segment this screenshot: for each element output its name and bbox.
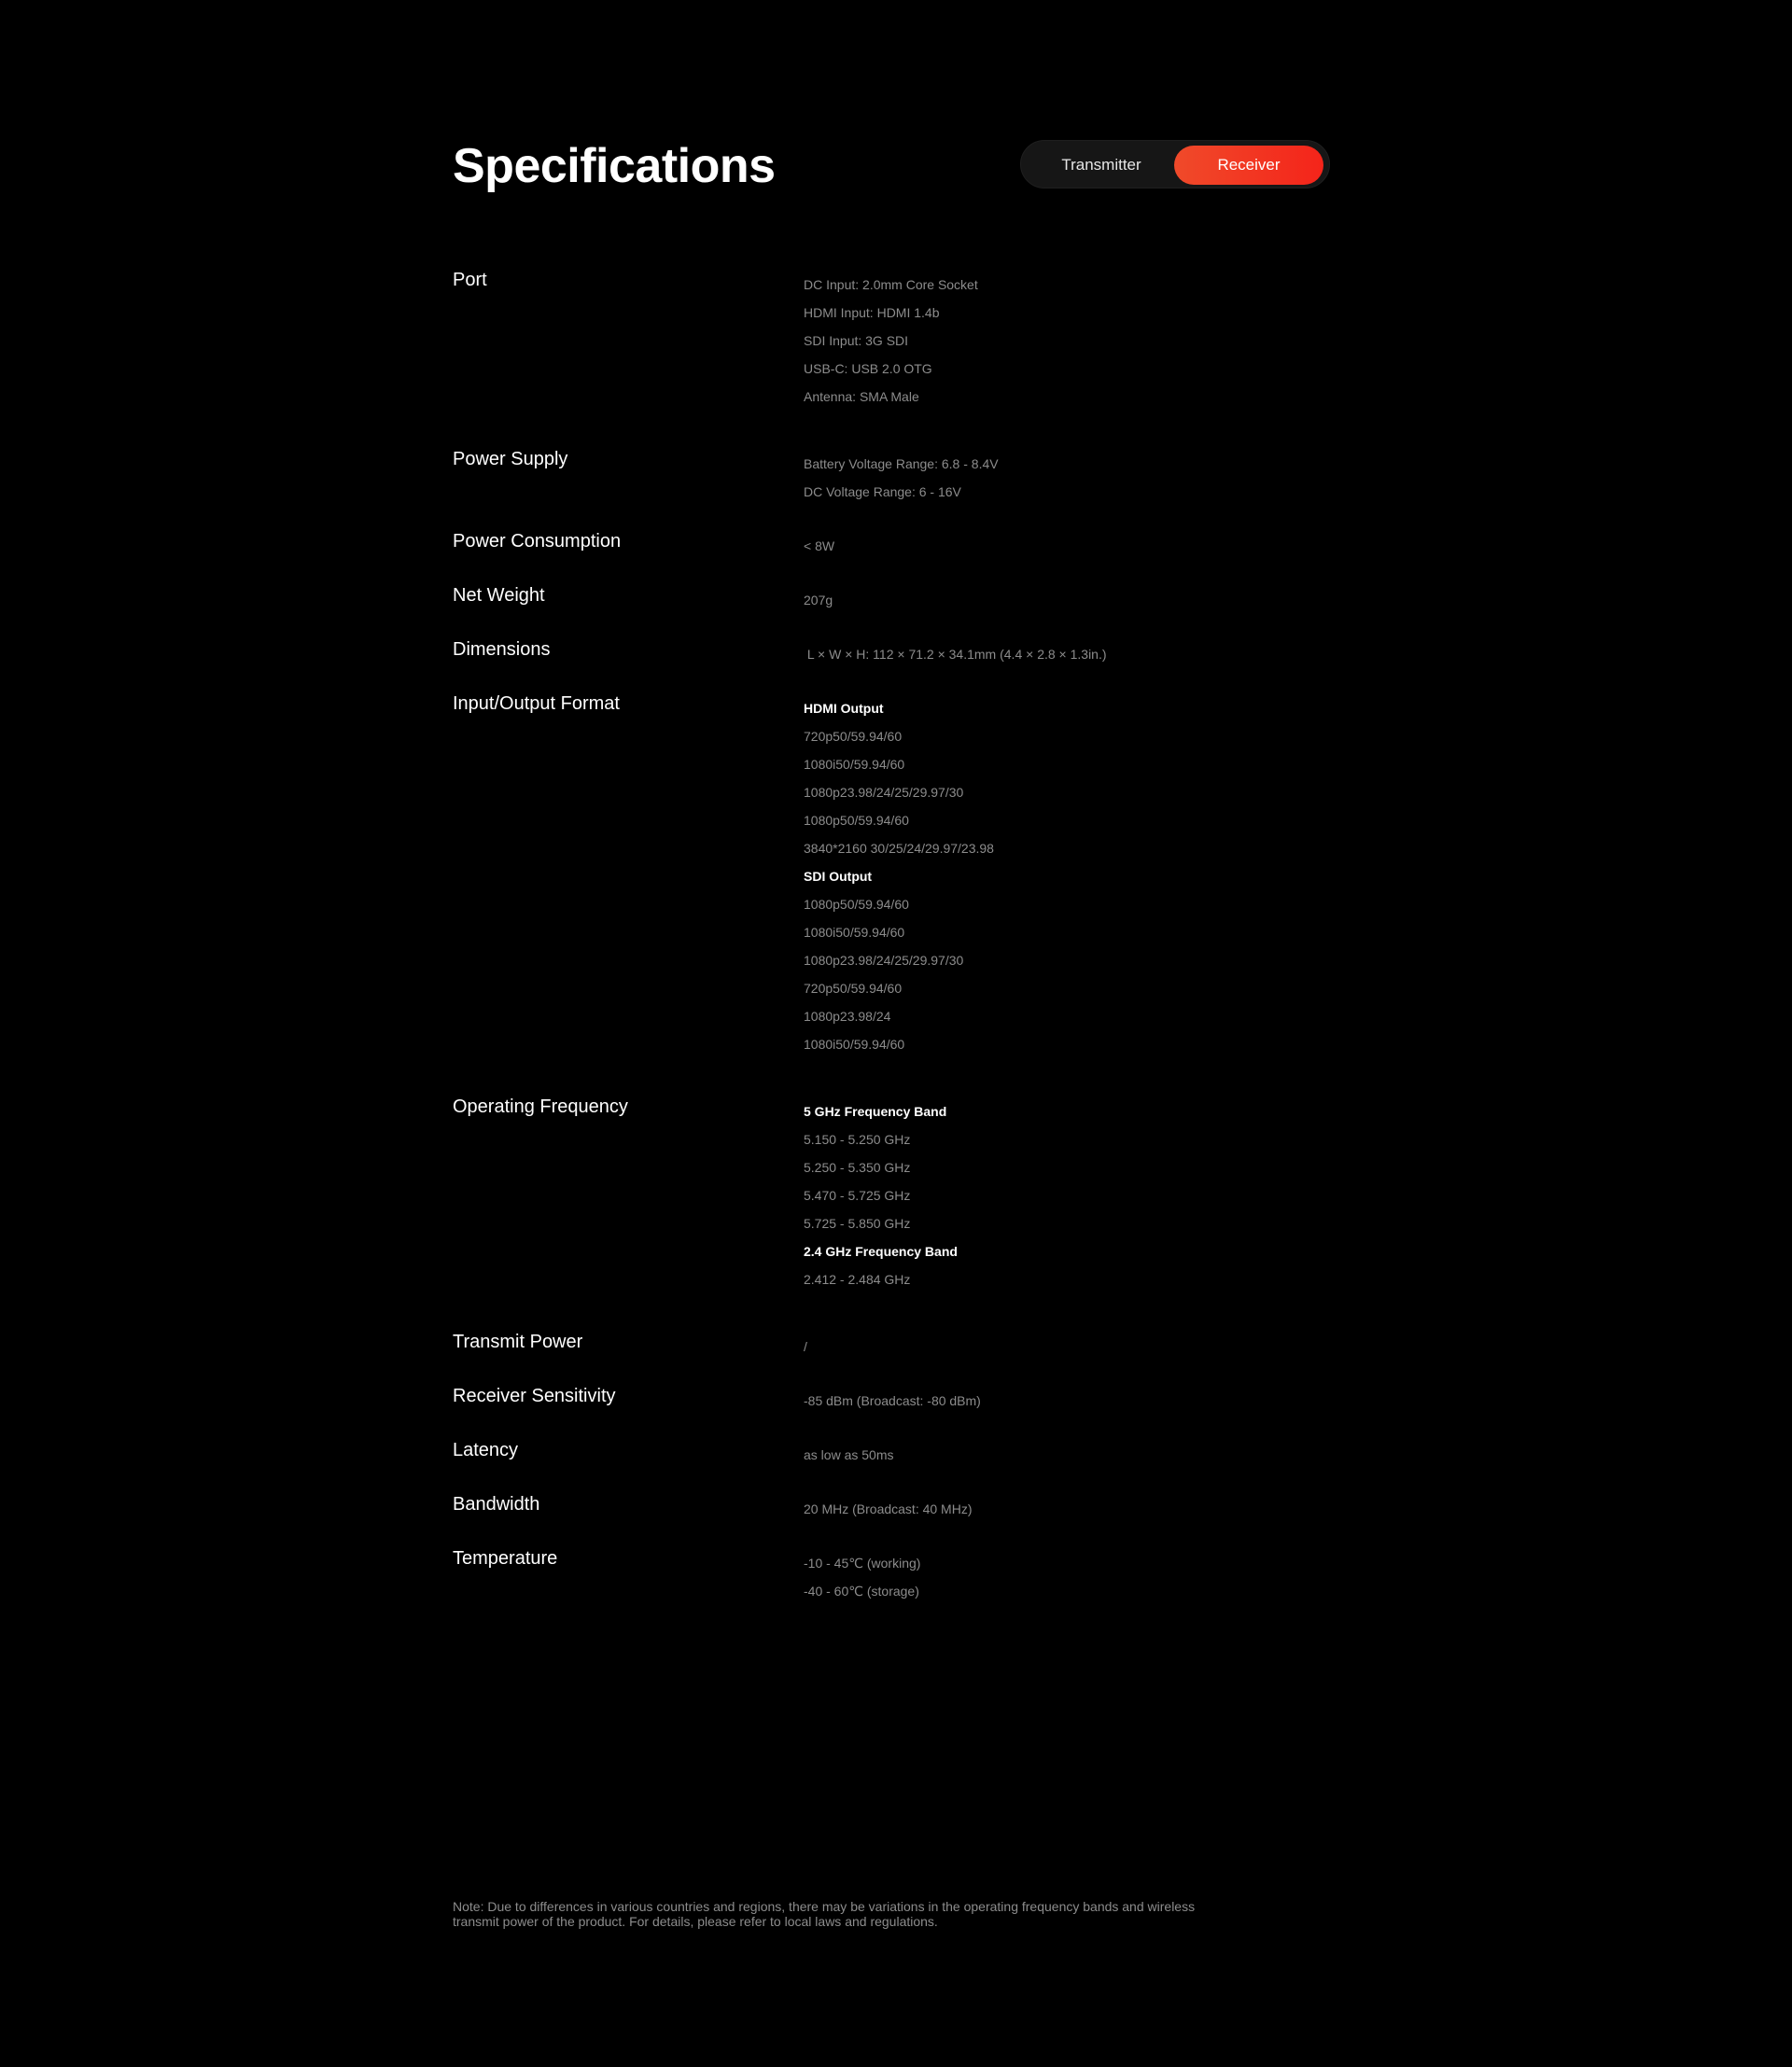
spec-value: DC Voltage Range: 6 - 16V bbox=[804, 484, 961, 499]
spec-value: 720p50/59.94/60 bbox=[804, 981, 903, 996]
spec-label: Temperature bbox=[453, 1548, 558, 1569]
spec-value: 1080p23.98/24/25/29.97/30 bbox=[804, 953, 964, 968]
spec-value: -40 - 60℃ (storage) bbox=[804, 1584, 919, 1599]
page-title: Specifications bbox=[453, 139, 776, 193]
spec-value: 2.412 - 2.484 GHz bbox=[804, 1272, 911, 1287]
spec-values bbox=[804, 1329, 1330, 1361]
spec-value: -10 - 45℃ (working) bbox=[804, 1556, 921, 1571]
spec-label: Bandwidth bbox=[453, 1494, 540, 1515]
spec-label: Input/Output Format bbox=[453, 693, 620, 714]
spec-value: 3840*2160 30/25/24/29.97/23.98 bbox=[804, 841, 994, 856]
spec-value: 1080i50/59.94/60 bbox=[804, 757, 905, 772]
spec-row bbox=[453, 1545, 1330, 1605]
spec-values bbox=[804, 528, 1330, 560]
product-toggle bbox=[1020, 140, 1330, 189]
spec-row bbox=[453, 1383, 1330, 1415]
spec-label: Power Supply bbox=[453, 449, 568, 469]
spec-value-heading: SDI Output bbox=[804, 869, 873, 884]
spec-value: 5.725 - 5.850 GHz bbox=[804, 1216, 911, 1231]
spec-row bbox=[453, 267, 1330, 411]
spec-value: L × W × H: 112 × 71.2 × 34.1mm (4.4 × 2.8 × 1.3in.) bbox=[804, 647, 1107, 662]
spec-value: 5.470 - 5.725 GHz bbox=[804, 1188, 911, 1203]
footnote: Note: Due to differences in various countries and regions, there may be variations in the operating frequency bands and wireless transmit power of the product. For details, please refer to local laws and regulations. bbox=[453, 1899, 1196, 1929]
spec-label: Receiver Sensitivity bbox=[453, 1386, 616, 1406]
spec-value-heading: 5 GHz Frequency Band bbox=[804, 1104, 947, 1119]
tab-transmitter[interactable]: Transmitter bbox=[1027, 146, 1176, 185]
spec-row bbox=[453, 1491, 1330, 1523]
spec-table bbox=[453, 267, 1330, 1605]
tab-receiver[interactable]: Receiver bbox=[1174, 146, 1323, 185]
spec-values bbox=[804, 1383, 1330, 1415]
spec-label: Dimensions bbox=[453, 639, 551, 660]
spec-values bbox=[804, 582, 1330, 614]
spec-value: 1080p50/59.94/60 bbox=[804, 897, 909, 912]
spec-value: 207g bbox=[804, 593, 833, 608]
spec-label: Net Weight bbox=[453, 585, 545, 606]
spec-value-heading: 2.4 GHz Frequency Band bbox=[804, 1244, 958, 1259]
spec-value: as low as 50ms bbox=[804, 1447, 894, 1462]
spec-value: HDMI Input: HDMI 1.4b bbox=[804, 305, 940, 320]
spec-row bbox=[453, 446, 1330, 506]
spec-values bbox=[804, 446, 1330, 506]
spec-value-heading: HDMI Output bbox=[804, 701, 884, 716]
spec-value: SDI Input: 3G SDI bbox=[804, 333, 909, 348]
spec-value: 5.150 - 5.250 GHz bbox=[804, 1132, 911, 1147]
spec-row bbox=[453, 1329, 1330, 1361]
spec-values bbox=[804, 1094, 1330, 1293]
spec-value: / bbox=[804, 1339, 807, 1354]
spec-label: Transmit Power bbox=[453, 1332, 583, 1352]
spec-value: -85 dBm (Broadcast: -80 dBm) bbox=[804, 1393, 981, 1408]
spec-values bbox=[804, 636, 1330, 668]
spec-values bbox=[804, 691, 1330, 1058]
spec-label: Operating Frequency bbox=[453, 1096, 628, 1117]
spec-values bbox=[804, 1545, 1330, 1605]
spec-row bbox=[453, 691, 1330, 1058]
spec-value: USB-C: USB 2.0 OTG bbox=[804, 361, 932, 376]
spec-value: < 8W bbox=[804, 538, 835, 553]
spec-value: 1080i50/59.94/60 bbox=[804, 925, 905, 940]
spec-values bbox=[804, 267, 1330, 411]
spec-value: 20 MHz (Broadcast: 40 MHz) bbox=[804, 1501, 973, 1516]
spec-value: 5.250 - 5.350 GHz bbox=[804, 1160, 911, 1175]
spec-label: Power Consumption bbox=[453, 531, 622, 552]
specifications-header bbox=[453, 138, 1330, 194]
spec-value: 1080p23.98/24 bbox=[804, 1009, 891, 1024]
spec-row bbox=[453, 528, 1330, 560]
spec-label: Port bbox=[453, 270, 487, 290]
spec-value: 720p50/59.94/60 bbox=[804, 729, 903, 744]
spec-row bbox=[453, 1094, 1330, 1293]
spec-value: DC Input: 2.0mm Core Socket bbox=[804, 277, 978, 292]
spec-values bbox=[804, 1491, 1330, 1523]
spec-value: 1080p23.98/24/25/29.97/30 bbox=[804, 785, 964, 800]
spec-label: Latency bbox=[453, 1440, 519, 1460]
spec-value: Antenna: SMA Male bbox=[804, 389, 919, 404]
spec-row bbox=[453, 1437, 1330, 1469]
spec-value: 1080p50/59.94/60 bbox=[804, 813, 909, 828]
spec-value: Battery Voltage Range: 6.8 - 8.4V bbox=[804, 456, 999, 471]
spec-row bbox=[453, 582, 1330, 614]
spec-value: 1080i50/59.94/60 bbox=[804, 1037, 905, 1052]
spec-values bbox=[804, 1437, 1330, 1469]
spec-row bbox=[453, 636, 1330, 668]
